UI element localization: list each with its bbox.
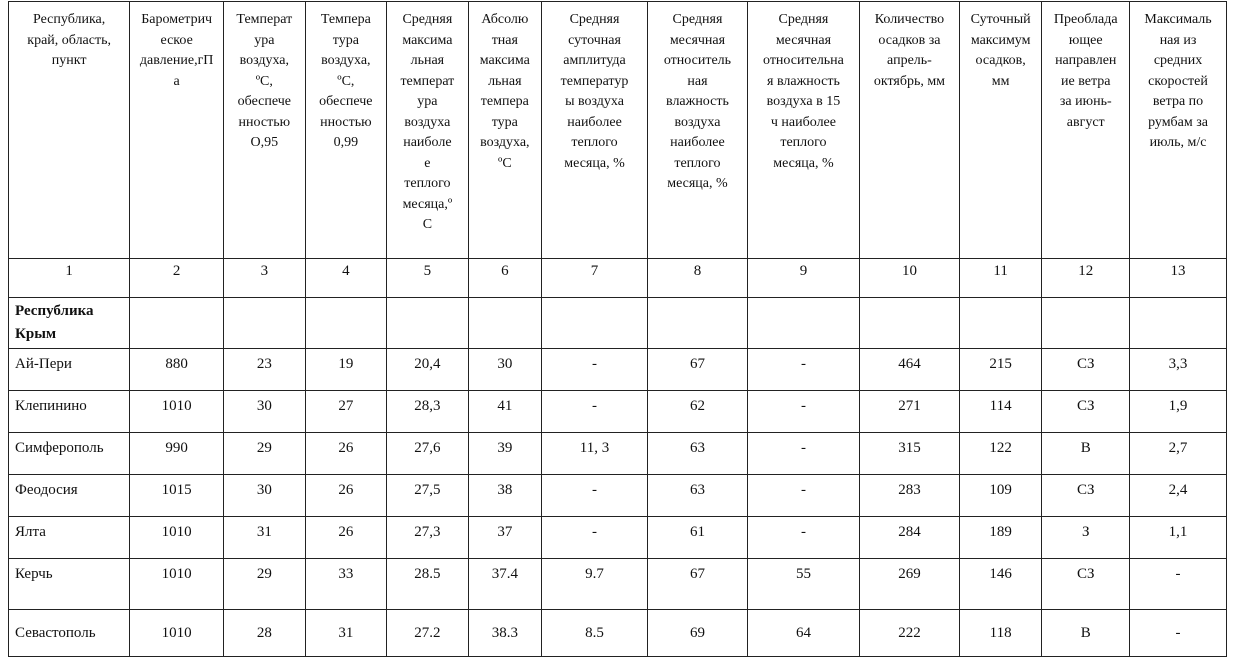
table-cell: 11, 3 xyxy=(542,433,648,475)
column-header xyxy=(224,2,306,259)
table-cell: - xyxy=(1130,559,1227,610)
table-cell: 109 xyxy=(959,475,1042,517)
column-header-line: месяца, % xyxy=(773,155,834,171)
column-header-line: температ xyxy=(400,73,455,89)
column-header-line: обеспече xyxy=(319,94,373,109)
table-cell: 189 xyxy=(959,517,1042,559)
table-cell: СЗ xyxy=(1042,559,1130,610)
column-header-line: Барометрич xyxy=(141,12,213,27)
table-cell: 69 xyxy=(648,610,748,657)
table-cell: 28 xyxy=(224,610,306,657)
column-header xyxy=(747,2,859,259)
column-header-line: ие ветра xyxy=(1061,73,1111,89)
column-header-line: Суточный xyxy=(970,12,1031,27)
table-cell: 37 xyxy=(468,517,541,559)
column-header-line: ºС, xyxy=(255,73,273,89)
table-cell: 39 xyxy=(468,433,541,475)
column-header-line: темпера xyxy=(480,94,529,109)
column-header-line: осадков за xyxy=(878,32,941,48)
column-header-line: е xyxy=(424,155,431,171)
table-cell: 19 xyxy=(305,349,387,391)
column-header-line: Максималь xyxy=(1144,12,1212,27)
table-cell: 1010 xyxy=(130,517,224,559)
column-header-line: октябрь, мм xyxy=(873,73,946,89)
column-header-line: Абсолю xyxy=(481,12,529,27)
table-cell: 55 xyxy=(747,559,859,610)
column-header xyxy=(959,2,1042,259)
column-header-line: Преоблада xyxy=(1053,12,1118,27)
empty-cell xyxy=(224,298,306,349)
column-number: 7 xyxy=(542,259,648,298)
column-header-line: воздуха, xyxy=(321,53,371,68)
column-header-line: воздуха, xyxy=(239,53,290,68)
column-number: 11 xyxy=(959,259,1042,298)
column-header-line: я влажность xyxy=(767,73,840,89)
column-header-line: Температ xyxy=(236,12,293,27)
table-cell: 28.5 xyxy=(387,559,469,610)
station-name: Симферополь xyxy=(9,433,130,475)
section-title xyxy=(9,298,130,349)
table-cell: В xyxy=(1042,433,1130,475)
table-cell: - xyxy=(542,517,648,559)
empty-cell xyxy=(1130,298,1227,349)
column-header-line: максима xyxy=(402,32,453,48)
column-header-line: С xyxy=(422,217,433,232)
table-cell: В xyxy=(1042,610,1130,657)
column-header-line: месяца, % xyxy=(564,155,625,171)
table-cell: 30 xyxy=(224,475,306,517)
table-cell: 1,9 xyxy=(1130,391,1227,433)
table-cell: 30 xyxy=(224,391,306,433)
column-number: 3 xyxy=(224,259,306,298)
table-cell: 284 xyxy=(860,517,960,559)
table-cell: 1010 xyxy=(130,559,224,610)
column-header-line: Количество xyxy=(874,12,945,27)
column-header-line: тная xyxy=(491,32,518,48)
column-header-line: теплого xyxy=(571,135,618,150)
column-header-line: август xyxy=(1066,114,1105,130)
table-cell: 464 xyxy=(860,349,960,391)
column-number: 12 xyxy=(1042,259,1130,298)
column-header xyxy=(648,2,748,259)
table-row xyxy=(9,349,1227,391)
column-header-line: наиболее xyxy=(670,135,725,150)
column-header xyxy=(9,2,130,259)
column-number: 5 xyxy=(387,259,469,298)
table-row xyxy=(9,610,1227,657)
section-title-line: Крым xyxy=(15,326,57,342)
empty-cell xyxy=(860,298,960,349)
table-cell: 63 xyxy=(648,433,748,475)
column-header-line: О,95 xyxy=(250,135,279,150)
table-cell: 215 xyxy=(959,349,1042,391)
column-header-line: скоростей xyxy=(1148,73,1208,89)
table-row xyxy=(9,475,1227,517)
table-cell: 20,4 xyxy=(387,349,469,391)
table-cell: 1010 xyxy=(130,391,224,433)
column-header-line: а xyxy=(173,73,180,89)
column-header-line: тура xyxy=(332,32,359,48)
column-number: 1 xyxy=(9,259,130,298)
column-header-line: Средняя xyxy=(569,12,620,27)
column-number: 8 xyxy=(648,259,748,298)
table-cell: - xyxy=(747,433,859,475)
column-header xyxy=(387,2,469,259)
table-cell: СЗ xyxy=(1042,349,1130,391)
column-header-line: ºС, xyxy=(337,73,355,89)
table-cell: 38 xyxy=(468,475,541,517)
table-cell: 64 xyxy=(747,610,859,657)
column-header-line: влажность xyxy=(666,94,729,109)
table-cell: 31 xyxy=(305,610,387,657)
table-cell: 1010 xyxy=(130,610,224,657)
column-header-line: апрель- xyxy=(887,53,932,68)
empty-cell xyxy=(542,298,648,349)
table-row xyxy=(9,559,1227,610)
station-name: Клепинино xyxy=(9,391,130,433)
table-cell: 269 xyxy=(860,559,960,610)
column-number: 13 xyxy=(1130,259,1227,298)
column-header-line: тура xyxy=(491,114,518,130)
table-cell: 114 xyxy=(959,391,1042,433)
column-header-line: относительна xyxy=(763,53,844,68)
table-cell: 67 xyxy=(648,349,748,391)
table-cell: 2,4 xyxy=(1130,475,1227,517)
column-header-line: месячная xyxy=(775,32,832,48)
column-header-line: теплого xyxy=(780,135,827,150)
column-number: 10 xyxy=(860,259,960,298)
table-cell: 26 xyxy=(305,517,387,559)
column-header-line: воздуха, xyxy=(480,135,530,150)
table-cell: 26 xyxy=(305,433,387,475)
column-number-row xyxy=(9,259,1227,298)
column-header-line: Республика, xyxy=(33,12,106,27)
column-header-line: воздуха xyxy=(404,114,451,130)
column-header xyxy=(1130,2,1227,259)
table-cell: 9.7 xyxy=(542,559,648,610)
table-row xyxy=(9,433,1227,475)
column-header-line: ная xyxy=(687,73,708,89)
column-header xyxy=(1042,2,1130,259)
table-cell: 222 xyxy=(860,610,960,657)
station-name: Ялта xyxy=(9,517,130,559)
empty-cell xyxy=(959,298,1042,349)
column-header-line: Средняя xyxy=(778,12,829,27)
empty-cell xyxy=(648,298,748,349)
station-name: Севастополь xyxy=(9,610,130,657)
column-header-line: теплого xyxy=(674,155,721,171)
column-header-line: воздуха xyxy=(674,114,721,130)
table-cell: 26 xyxy=(305,475,387,517)
table-cell: 33 xyxy=(305,559,387,610)
station-name: Феодосия xyxy=(9,475,130,517)
empty-cell xyxy=(305,298,387,349)
table-cell: 27,5 xyxy=(387,475,469,517)
column-header-line: льная xyxy=(488,73,522,89)
column-header-line: ы воздуха xyxy=(565,94,624,109)
station-name: Ай-Пери xyxy=(9,349,130,391)
table-cell: - xyxy=(542,391,648,433)
column-number: 2 xyxy=(130,259,224,298)
column-header-line: наиболе xyxy=(403,135,452,150)
column-header-line: теплого xyxy=(404,176,451,191)
column-header-line: мм xyxy=(991,73,1010,89)
table-cell: 27,6 xyxy=(387,433,469,475)
table-cell: 1015 xyxy=(130,475,224,517)
table-cell: - xyxy=(747,349,859,391)
column-header-line: нностью xyxy=(238,114,291,130)
table-cell: 880 xyxy=(130,349,224,391)
table-cell: 37.4 xyxy=(468,559,541,610)
table-cell: - xyxy=(747,517,859,559)
table-cell: - xyxy=(747,475,859,517)
table-cell: 118 xyxy=(959,610,1042,657)
table-cell: 41 xyxy=(468,391,541,433)
table-cell: 27.2 xyxy=(387,610,469,657)
column-header-line: суточная xyxy=(568,32,621,48)
column-header-line: направлен xyxy=(1055,53,1117,68)
table-cell: 1,1 xyxy=(1130,517,1227,559)
column-header-line: амплитуда xyxy=(563,53,626,68)
column-header-line: температур xyxy=(560,73,629,89)
table-cell: СЗ xyxy=(1042,475,1130,517)
table-row xyxy=(9,517,1227,559)
column-header-line: осадков, xyxy=(975,53,1026,68)
column-header-line: ºС xyxy=(497,155,512,171)
column-header-line: максимум xyxy=(970,32,1031,48)
column-header-line: Средняя xyxy=(672,12,723,27)
table-cell: - xyxy=(747,391,859,433)
table-cell: 2,7 xyxy=(1130,433,1227,475)
table-cell: 28,3 xyxy=(387,391,469,433)
table-cell: З xyxy=(1042,517,1130,559)
column-header-line: ура xyxy=(417,94,438,109)
column-header-line: нностью xyxy=(320,114,372,130)
empty-cell xyxy=(468,298,541,349)
empty-cell xyxy=(747,298,859,349)
table-cell: 38.3 xyxy=(468,610,541,657)
column-header-line: июль, м/с xyxy=(1149,135,1207,150)
column-header-line: 0,99 xyxy=(333,135,359,150)
column-header-line: максима xyxy=(479,53,530,68)
column-header-line: обеспече xyxy=(237,94,291,109)
column-header-line: Темпера xyxy=(320,12,371,27)
table-cell: 29 xyxy=(224,433,306,475)
table-cell: 67 xyxy=(648,559,748,610)
column-header-line: средних xyxy=(1153,53,1203,68)
column-header-line: ура xyxy=(254,32,275,48)
column-number: 9 xyxy=(747,259,859,298)
table-cell: 3,3 xyxy=(1130,349,1227,391)
table-cell: - xyxy=(542,349,648,391)
table-cell: 122 xyxy=(959,433,1042,475)
column-header-line: месяца, % xyxy=(667,176,728,191)
table-cell: - xyxy=(1130,610,1227,657)
table-cell: 315 xyxy=(860,433,960,475)
column-header xyxy=(468,2,541,259)
table-cell: 990 xyxy=(130,433,224,475)
column-number: 6 xyxy=(468,259,541,298)
column-header-line: румбам за xyxy=(1148,114,1208,130)
table-cell: 62 xyxy=(648,391,748,433)
column-header-line: край, область, xyxy=(27,32,111,48)
column-header-line: относитель xyxy=(663,53,732,68)
column-header xyxy=(130,2,224,259)
table-cell: 271 xyxy=(860,391,960,433)
table-cell: - xyxy=(542,475,648,517)
column-header-line: наиболее xyxy=(567,114,622,130)
table-cell: 23 xyxy=(224,349,306,391)
table-cell: 8.5 xyxy=(542,610,648,657)
column-header xyxy=(542,2,648,259)
table-cell: 27,3 xyxy=(387,517,469,559)
table-cell: СЗ xyxy=(1042,391,1130,433)
empty-cell xyxy=(130,298,224,349)
column-header-line: ч наиболее xyxy=(770,114,836,130)
column-header-line: месячная xyxy=(669,32,726,48)
empty-cell xyxy=(1042,298,1130,349)
table-cell: 31 xyxy=(224,517,306,559)
column-header-line: пункт xyxy=(51,53,87,68)
column-header-line: давление,гП xyxy=(139,53,214,68)
table-row xyxy=(9,391,1227,433)
empty-cell xyxy=(387,298,469,349)
station-name: Керчь xyxy=(9,559,130,610)
column-header-line: месяца,º xyxy=(402,196,453,212)
column-header xyxy=(305,2,387,259)
column-header-line: ющее xyxy=(1068,32,1103,48)
column-header-line: льная xyxy=(410,53,445,68)
table-cell: 63 xyxy=(648,475,748,517)
column-header-line: воздуха в 15 xyxy=(766,94,841,109)
section-row xyxy=(9,298,1227,349)
column-header-line: Средняя xyxy=(402,12,453,27)
table-cell: 29 xyxy=(224,559,306,610)
header-row xyxy=(9,2,1227,259)
column-header-line: за июнь- xyxy=(1059,94,1112,109)
column-header xyxy=(860,2,960,259)
column-header-line: ная из xyxy=(1159,32,1197,48)
section-title-line: Республика xyxy=(15,303,94,319)
table-cell: 30 xyxy=(468,349,541,391)
column-number: 4 xyxy=(305,259,387,298)
climate-data-table xyxy=(8,1,1227,657)
column-header-line: еское xyxy=(160,32,193,48)
table-cell: 146 xyxy=(959,559,1042,610)
column-header-line: ветра по xyxy=(1152,94,1204,109)
table-cell: 283 xyxy=(860,475,960,517)
table-cell: 61 xyxy=(648,517,748,559)
table-cell: 27 xyxy=(305,391,387,433)
